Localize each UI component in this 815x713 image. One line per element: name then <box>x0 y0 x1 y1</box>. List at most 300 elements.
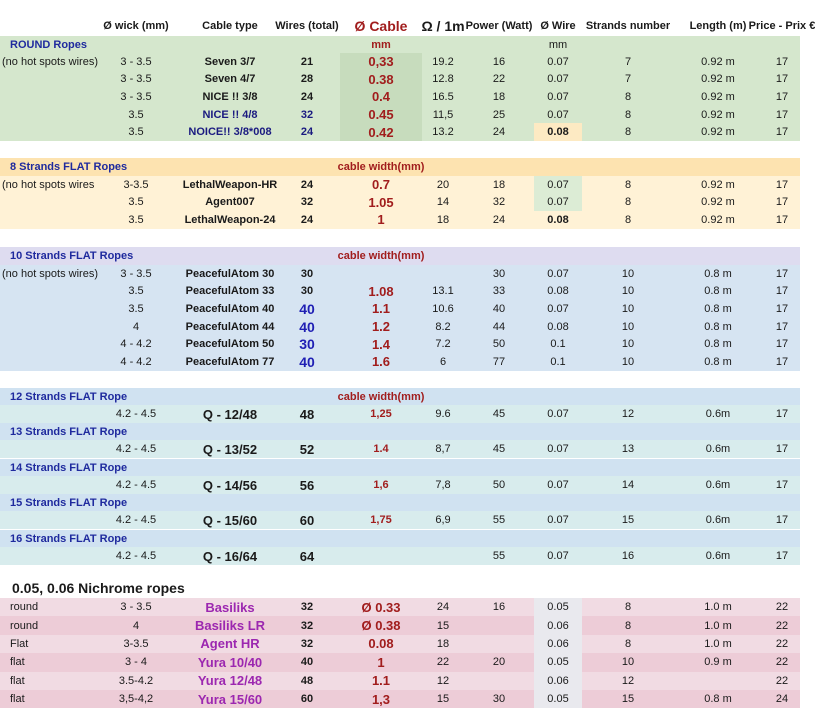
cell-wires: 52 <box>299 441 315 457</box>
cell-wire: 0.1 <box>550 338 566 351</box>
cell-ohm: 22 <box>436 656 450 669</box>
cell-price: 22 <box>775 674 789 687</box>
cell-type: Basiliks <box>205 599 255 615</box>
table-row <box>0 672 800 690</box>
header-wires: Wires (total) <box>275 20 339 32</box>
cell-wires: 32 <box>300 196 314 209</box>
header-row <box>0 14 815 38</box>
cell-length: 0.8 m <box>704 693 732 706</box>
cell-type: NICE !! 3/8 <box>202 90 258 103</box>
cell-type: PeacefulAtom 40 <box>185 302 275 315</box>
cell-wick: 4 - 4.2 <box>120 355 152 368</box>
cell-price: 17 <box>775 408 789 420</box>
cell-length: 0.6m <box>705 479 731 491</box>
cell-ohm: 24 <box>436 601 450 614</box>
cell-cable: 0.08 <box>368 636 394 652</box>
cell-length: 1.0 m <box>704 619 732 632</box>
cell-cable <box>340 265 422 283</box>
cell-wire: 0.05 <box>534 690 582 708</box>
cell-wires: 48 <box>300 674 314 687</box>
cell-strands: 7 <box>624 73 632 86</box>
cell-wire: 0.07 <box>547 443 569 455</box>
cell-strands: 15 <box>621 514 635 526</box>
cell-wick: 3 - 3.5 <box>120 90 152 103</box>
cell-strands: 12 <box>621 408 635 420</box>
cell-wires: 21 <box>300 55 314 68</box>
table-row <box>0 511 800 529</box>
cell-wick: 3 - 4 <box>124 656 147 669</box>
cell-wires: 40 <box>299 353 315 370</box>
cell-ohm: 7.2 <box>435 338 451 351</box>
cell-wick: 3-3.5 <box>123 178 149 191</box>
cell-price: 17 <box>775 285 789 298</box>
cell-length: 0.92 m <box>701 126 735 139</box>
cell-cable <box>340 547 422 565</box>
cell-wires: 30 <box>299 336 315 353</box>
row-note: (no hot spots wires) <box>2 55 98 68</box>
cell-wick: 3 - 3.5 <box>120 55 152 68</box>
cell-length: 0.8 m <box>704 338 732 351</box>
cell-cable: 0.38 <box>340 71 422 89</box>
cell-power: 16 <box>492 601 506 614</box>
cell-wire: 0.07 <box>534 176 582 194</box>
cell-ohm: 13.2 <box>432 126 454 139</box>
cell-power: 24 <box>492 213 506 226</box>
cell-wick: 3.5 <box>128 285 144 298</box>
cell-type: Yura 10/40 <box>197 654 263 670</box>
table-row <box>0 653 800 671</box>
cell-power: 40 <box>492 302 506 315</box>
cell-power: 55 <box>492 514 506 526</box>
header-ohm: Ω / 1m <box>421 18 465 34</box>
cell-cable: 1.1 <box>371 301 391 317</box>
cell-strands: 8 <box>624 213 632 226</box>
cell-cable: 1.4 <box>373 443 389 455</box>
cell-cable: 1 <box>377 212 385 228</box>
table-row <box>0 335 800 353</box>
cell-length: 0.92 m <box>701 196 735 209</box>
cell-cable: 0.7 <box>371 177 391 193</box>
cell-strands: 8 <box>624 126 632 139</box>
cell-price: 17 <box>775 90 789 103</box>
cell-wick: 3 - 3.5 <box>120 601 152 614</box>
cell-strands: 16 <box>621 550 635 562</box>
section-flat16 <box>0 530 800 547</box>
cell-ohm: 9.6 <box>435 408 451 420</box>
header-type: Cable type <box>202 20 258 32</box>
cell-price: 17 <box>775 267 789 280</box>
table-row <box>0 440 800 458</box>
cell-price: 17 <box>775 320 789 333</box>
cell-price: 17 <box>775 443 789 455</box>
section-title-flat16: 16 Strands FLAT Rope <box>10 532 128 545</box>
cell-cable: 1.08 <box>368 283 394 299</box>
cell-wick: 3.5 <box>128 302 144 315</box>
cell-type: PeacefulAtom 33 <box>185 285 275 298</box>
cell-cable: 1,6 <box>373 479 389 491</box>
cell-price: 17 <box>775 178 789 191</box>
cell-ohm: 18 <box>436 637 450 650</box>
cell-wires: 60 <box>299 512 315 528</box>
cell-ohm: 15 <box>436 619 450 632</box>
table-row <box>0 635 800 653</box>
cell-strands: 8 <box>624 619 632 632</box>
cell-type: PeacefulAtom 30 <box>185 267 275 280</box>
table-row <box>0 123 800 141</box>
cell-strands: 8 <box>624 196 632 209</box>
row-note: (no hot spots wires) <box>2 267 98 280</box>
cell-strands: 7 <box>624 55 632 68</box>
cell-length: 0.92 m <box>701 90 735 103</box>
cell-type: Basiliks LR <box>194 618 266 634</box>
cell-ohm: 15 <box>436 693 450 706</box>
section-unit-flat12: cable width(mm) <box>337 390 425 403</box>
cell-ohm: 13.1 <box>432 285 454 298</box>
cell-power: 24 <box>492 126 506 139</box>
cell-wick: 3.5 <box>128 196 144 209</box>
table-row <box>0 690 800 708</box>
cell-length: 0.6m <box>705 514 731 526</box>
cell-length: 0.92 m <box>701 178 735 191</box>
cell-price: 17 <box>775 338 789 351</box>
cell-power: 45 <box>492 443 506 455</box>
table-row <box>0 88 800 106</box>
cell-ohm: 8.2 <box>435 320 451 333</box>
cell-wick: 3 - 3.5 <box>120 267 152 280</box>
cell-wick: 4 <box>132 619 140 632</box>
cell-ohm: 8,7 <box>435 443 451 455</box>
cell-price: 17 <box>775 550 789 562</box>
cell-wick: 3.5 <box>128 108 144 121</box>
cell-price: 22 <box>775 601 789 614</box>
cell-shape: flat <box>10 656 25 669</box>
section-title-flat15: 15 Strands FLAT Rope <box>10 496 128 509</box>
cell-wire: 0.05 <box>534 653 582 671</box>
cell-strands: 12 <box>621 674 635 687</box>
section-title-round: ROUND Ropes <box>10 38 88 51</box>
table-row <box>0 598 800 616</box>
cell-wires: 32 <box>300 601 314 614</box>
cell-cable: 0.42 <box>340 123 422 141</box>
cell-ohm: 12 <box>436 674 450 687</box>
section-flat8 <box>0 158 800 176</box>
cell-type: LethalWeapon-24 <box>184 213 276 226</box>
cell-length: 0.92 m <box>701 73 735 86</box>
cell-wires: 32 <box>300 619 314 632</box>
cell-wires: 40 <box>300 656 314 669</box>
cell-power: 50 <box>492 479 506 491</box>
cell-length: 0.8 m <box>704 285 732 298</box>
cell-wire: 0.1 <box>550 355 566 368</box>
header-power: Power (Watt) <box>465 20 533 32</box>
cell-wire: 0.07 <box>547 55 569 68</box>
cell-ohm: 6,9 <box>435 514 451 526</box>
cell-wick: 3-3.5 <box>123 637 149 650</box>
cell-wire: 0.06 <box>534 616 582 634</box>
cell-power: 18 <box>492 90 506 103</box>
cell-wick: 4 <box>132 320 140 333</box>
table-row <box>0 176 800 194</box>
cell-price: 22 <box>775 619 789 632</box>
cell-strands: 10 <box>621 285 635 298</box>
cell-shape: round <box>10 619 39 632</box>
cell-length: 0.9 m <box>704 656 732 669</box>
table-row <box>0 405 800 423</box>
cell-cable: 1.05 <box>368 194 394 210</box>
cell-strands: 8 <box>624 90 632 103</box>
cell-cable: 1,3 <box>371 691 391 707</box>
cell-length: 0.92 m <box>701 213 735 226</box>
cell-type: Q - 12/48 <box>202 406 258 422</box>
cell-length: 0.8 m <box>704 267 732 280</box>
cell-type: Agent007 <box>205 196 255 209</box>
cell-price: 17 <box>775 126 789 139</box>
section-title-nichrome: 0.05, 0.06 Nichrome ropes <box>12 580 185 596</box>
cell-power: 16 <box>492 55 506 68</box>
cell-type: PeacefulAtom 44 <box>185 320 275 333</box>
cell-wires: 24 <box>300 126 314 139</box>
section-title-flat10: 10 Strands FLAT Ropes <box>10 250 134 262</box>
header-strands: Strands number <box>585 20 671 32</box>
cell-strands: 10 <box>621 355 635 368</box>
cell-length: 0.8 m <box>704 355 732 368</box>
cell-wire: 0.07 <box>534 194 582 212</box>
section-title-flat12: 12 Strands FLAT Rope <box>10 390 128 403</box>
cell-type: Q - 15/60 <box>202 512 258 528</box>
cell-wires: 24 <box>300 213 314 226</box>
cell-power: 30 <box>492 693 506 706</box>
table-row <box>0 476 800 494</box>
cell-wire: 0.07 <box>547 302 569 315</box>
cell-wires: 64 <box>299 548 315 564</box>
cell-type: Seven 3/7 <box>204 55 256 68</box>
section-title-flat8: 8 Strands FLAT Ropes <box>10 161 128 173</box>
cell-wire: 0.08 <box>534 123 582 141</box>
cell-wire: 0.07 <box>547 108 569 121</box>
cell-wires: 40 <box>299 300 315 317</box>
cell-wires: 24 <box>300 178 314 191</box>
cell-length: 1.0 m <box>704 637 732 650</box>
cell-strands: 10 <box>621 338 635 351</box>
section-flat12 <box>0 388 800 405</box>
cell-ohm: 6 <box>439 355 447 368</box>
cell-cable: 0,33 <box>340 53 422 71</box>
cell-wire: 0.07 <box>547 514 569 526</box>
cell-wire: 0.07 <box>547 550 569 562</box>
cell-price: 17 <box>775 479 789 491</box>
cell-type: Q - 16/64 <box>202 548 258 564</box>
cell-shape: round <box>10 601 39 614</box>
header-wire: Ø Wire <box>540 20 576 32</box>
cell-power <box>464 616 534 634</box>
cell-power <box>464 672 534 690</box>
cell-ohm: 7,8 <box>435 479 451 491</box>
table-row <box>0 353 800 371</box>
cell-cable: 1.4 <box>371 336 391 352</box>
cell-wick: 3 - 3.5 <box>120 73 152 86</box>
section-flat10 <box>0 247 800 265</box>
cell-wire: 0.07 <box>547 267 569 280</box>
cell-power: 50 <box>492 338 506 351</box>
cell-strands: 8 <box>624 178 632 191</box>
cell-wires: 32 <box>300 108 314 121</box>
cell-length: 0.6m <box>705 550 731 562</box>
cell-strands: 13 <box>621 443 635 455</box>
cell-wire: 0.08 <box>547 213 569 226</box>
cell-cable: Ø 0.38 <box>361 618 401 634</box>
cell-wires: 56 <box>299 477 315 493</box>
row-note: (no hot spots wires <box>2 178 95 191</box>
cell-type: Seven 4/7 <box>204 73 256 86</box>
cell-strands: 10 <box>621 302 635 315</box>
table-row <box>0 53 800 71</box>
cell-strands: 15 <box>621 693 635 706</box>
cell-wires: 28 <box>300 73 314 86</box>
cell-cable: Ø 0.33 <box>361 599 401 615</box>
cell-wick: 3.5 <box>128 126 144 139</box>
cell-wick: 3,5-4,2 <box>118 693 154 706</box>
cell-shape: Flat <box>10 637 29 650</box>
header-length: Length (m) <box>689 20 747 32</box>
cell-price: 17 <box>775 355 789 368</box>
cell-wick: 3.5 <box>128 213 144 226</box>
cell-wire: 0.05 <box>534 598 582 616</box>
cell-type: NOICE!! 3/8*008 <box>188 126 272 139</box>
cell-shape: flat <box>10 693 25 706</box>
cell-ohm: 14 <box>436 196 450 209</box>
cell-power: 25 <box>492 108 506 121</box>
cell-wire: 0.08 <box>547 285 569 298</box>
cell-cable: 1,75 <box>370 514 392 526</box>
cell-wires: 48 <box>299 406 315 422</box>
section-title-flat14: 14 Strands FLAT Rope <box>10 461 128 474</box>
table-row <box>0 211 800 229</box>
cell-length: 1.0 m <box>704 601 732 614</box>
table-row <box>0 318 800 336</box>
cell-wire: 0.08 <box>547 320 569 333</box>
cell-wick: 3.5-4.2 <box>118 674 154 687</box>
section-flat15 <box>0 494 800 511</box>
cell-length: 0.92 m <box>701 108 735 121</box>
section-unit-flat10: cable width(mm) <box>337 250 425 262</box>
section-round <box>0 36 800 53</box>
cell-type: Yura 12/48 <box>197 673 263 689</box>
cell-power: 45 <box>492 408 506 420</box>
cell-ohm: 16.5 <box>432 90 454 103</box>
cell-wire: 0.06 <box>534 672 582 690</box>
cell-ohm: 10.6 <box>432 302 454 315</box>
cell-wick: 4.2 - 4.5 <box>115 479 157 491</box>
header-price: Price - Prix € <box>748 20 815 32</box>
cell-wick: 4.2 - 4.5 <box>115 514 157 526</box>
cell-shape: flat <box>10 674 25 687</box>
cell-type: Q - 13/52 <box>202 441 258 457</box>
section-flat13 <box>0 423 800 440</box>
cell-cable: 1.1 <box>371 673 391 689</box>
cell-ohm <box>422 547 464 565</box>
cell-cable: 0.4 <box>340 88 422 106</box>
cell-power: 55 <box>492 550 506 562</box>
cell-power: 32 <box>492 196 506 209</box>
cell-wick: 4 - 4.2 <box>120 338 152 351</box>
section-unit2-round: mm <box>548 38 568 51</box>
cell-type: Agent HR <box>200 636 260 652</box>
cell-length: 0.8 m <box>704 302 732 315</box>
table-row <box>0 71 800 89</box>
cell-wires: 60 <box>300 693 314 706</box>
cell-price: 22 <box>775 656 789 669</box>
cell-length: 0.92 m <box>701 55 735 68</box>
cell-wire: 0.06 <box>534 635 582 653</box>
table-row <box>0 265 800 283</box>
cell-cable: 1 <box>377 654 385 670</box>
cell-wires: 24 <box>300 90 314 103</box>
cell-price: 17 <box>775 213 789 226</box>
cell-wick: 4.2 - 4.5 <box>115 443 157 455</box>
cell-type: Q - 14/56 <box>202 477 258 493</box>
cell-power: 20 <box>492 656 506 669</box>
cell-strands: 10 <box>621 320 635 333</box>
cell-wire: 0.07 <box>547 479 569 491</box>
cell-wires: 30 <box>300 285 314 298</box>
table-row <box>0 106 800 124</box>
cell-type: PeacefulAtom 77 <box>185 355 275 368</box>
cell-wires: 40 <box>299 318 315 335</box>
cell-strands: 8 <box>624 637 632 650</box>
cell-power <box>464 635 534 653</box>
cell-strands: 8 <box>624 108 632 121</box>
cell-ohm: 11,5 <box>432 108 454 121</box>
cell-wick: 4.2 - 4.5 <box>115 550 157 562</box>
cell-price: 17 <box>775 55 789 68</box>
table-row <box>0 300 800 318</box>
cell-wires: 32 <box>300 637 314 650</box>
section-unit-round: mm <box>371 38 391 51</box>
cell-price: 22 <box>775 637 789 650</box>
cell-wires: 30 <box>300 267 314 280</box>
cell-wire: 0.07 <box>547 73 569 86</box>
cell-price: 17 <box>775 514 789 526</box>
cell-price: 17 <box>775 73 789 86</box>
cell-power: 77 <box>492 355 506 368</box>
section-unit-flat8: cable width(mm) <box>337 161 425 173</box>
cell-length <box>672 672 764 690</box>
cell-strands: 10 <box>621 267 635 280</box>
header-wick: Ø wick (mm) <box>103 20 169 32</box>
cell-type: NICE !! 4/8 <box>202 108 258 121</box>
cell-wick: 4.2 - 4.5 <box>115 408 157 420</box>
cell-wire: 0.07 <box>547 408 569 420</box>
cell-strands: 8 <box>624 601 632 614</box>
cell-cable: 0.45 <box>340 106 422 124</box>
cell-cable: 1,25 <box>370 408 392 420</box>
section-nichrome <box>0 578 800 598</box>
cell-type: Yura 15/60 <box>197 691 263 707</box>
cell-ohm: 12.8 <box>432 73 454 86</box>
cell-strands: 10 <box>621 656 635 669</box>
cell-power: 22 <box>492 73 506 86</box>
cell-ohm: 20 <box>436 178 450 191</box>
section-flat14 <box>0 459 800 476</box>
table-row <box>0 616 800 634</box>
table-row <box>0 547 800 565</box>
cell-wire: 0.07 <box>547 90 569 103</box>
cell-type: LethalWeapon-HR <box>182 178 278 191</box>
cell-power: 33 <box>492 285 506 298</box>
cell-ohm: 18 <box>436 213 450 226</box>
cell-length: 0.6m <box>705 408 731 420</box>
cell-power: 18 <box>492 178 506 191</box>
